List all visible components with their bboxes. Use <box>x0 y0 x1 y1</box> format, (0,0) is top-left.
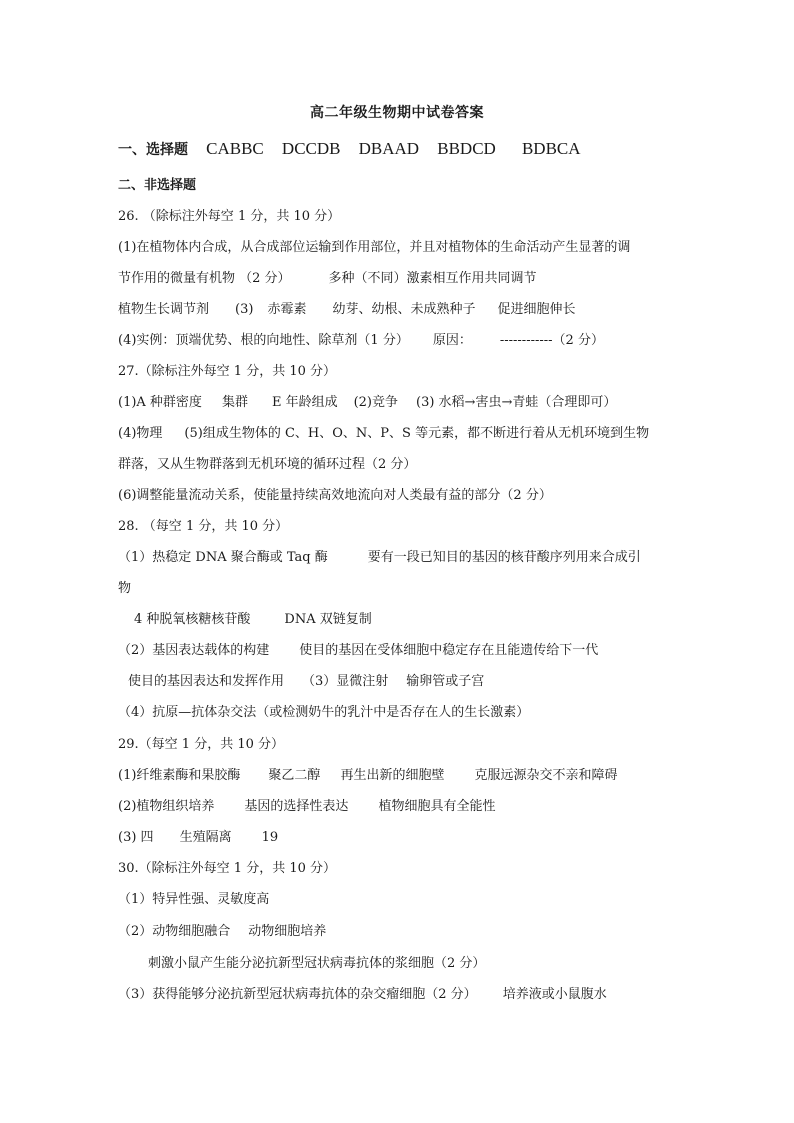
q27-answer-1c: E 年龄组成 <box>271 395 338 410</box>
q30-answer-4a: （3）获得能够分泌抗新型冠状病毒抗体的杂交瘤细胞（2 分） <box>118 987 477 1002</box>
q29-line-1 <box>118 767 617 785</box>
q29-answer-1b: 聚乙二醇 <box>268 768 321 783</box>
q30-line-3: 刺激小鼠产生能分泌抗新型冠状病毒抗体的浆细胞（2 分） <box>148 956 486 971</box>
q26-answer-3d: 幼芽、幼根、未成熟种子 <box>332 302 476 317</box>
q29-answer-2c: 植物细胞具有全能性 <box>378 799 496 814</box>
section1-label: 一、选择题 <box>118 142 188 158</box>
mc-group-2: DCCDB <box>281 139 341 158</box>
mc-group-5: BDBCA <box>521 139 581 158</box>
q30-line-1: （1）特异性强、灵敏度高 <box>118 892 270 907</box>
q28-line-1 <box>118 549 641 567</box>
q26-header: 26. （除标注外每空 1 分，共 10 分） <box>118 209 341 224</box>
q26-line-3 <box>118 301 575 319</box>
q29-answer-3c: 19 <box>261 830 279 845</box>
q29-answer-1a: (1)纤维素酶和果胶酶 <box>118 768 241 783</box>
q26-line-2 <box>118 270 537 288</box>
q26-line-4 <box>118 332 604 350</box>
mc-group-4: BBDCD <box>437 139 496 158</box>
q28-answer-1a: （1）热稳定 DNA 聚合酶或 Taq 酶 <box>118 550 328 565</box>
q27-answer-1a: (1)A 种群密度 <box>118 395 202 410</box>
q27-answer-2a: (4)物理 <box>118 426 163 441</box>
q27-line-3: 群落，又从生物群落到无机环境的循环过程（2 分） <box>118 457 417 472</box>
q27-answer-1e: (3) 水稻→害虫→青蛙（合理即可） <box>416 395 617 410</box>
q28-answer-4a: （2）基因表达载体的构建 <box>118 643 270 658</box>
q28-answer-3a: 4 种脱氧核糖核苷酸 <box>134 612 251 627</box>
q29-header: 29.（每空 1 分，共 10 分） <box>118 737 285 752</box>
q28-header: 28. （每空 1 分，共 10 分） <box>118 519 289 534</box>
q28-answer-1b: 要有一段已知目的基因的核苷酸序列用来合成引 <box>367 550 641 565</box>
q27-line-4: (6)调整能量流动关系，使能量持续高效地流向对人类最有益的部分（2 分） <box>118 488 552 503</box>
q28-line-5 <box>128 673 484 691</box>
q27-answer-2b: (5)组成生物体的 C、H、O、N、P、S 等元素，都不断进行着从无机环境到生物 <box>184 426 650 441</box>
q26-line-1: (1)在植物体内合成，从合成部位运输到作用部位，并且对植物体的生命活动产生显著的调 <box>118 240 631 255</box>
q30-line-2 <box>118 923 326 941</box>
q28-line-2: 物 <box>118 581 132 596</box>
q26-answer-3b: (3) <box>235 302 254 317</box>
q29-answer-2a: (2)植物组织培养 <box>118 799 215 814</box>
q29-line-2 <box>118 798 495 816</box>
q28-line-4 <box>118 642 598 660</box>
mc-group-3: DBAAD <box>358 139 420 158</box>
q26-answer-4c: ------------（2 分） <box>499 333 604 348</box>
mc-group-1: CABBC <box>206 139 264 158</box>
q26-answer-3e: 促进细胞伸长 <box>497 302 576 317</box>
q28-answer-5b: （3）显微注射 <box>302 674 389 689</box>
q30-answer-2b: 动物细胞培养 <box>248 924 327 939</box>
q29-answer-3b: 生殖隔离 <box>179 830 232 845</box>
q30-answer-2a: （2）动物细胞融合 <box>118 924 231 939</box>
q26-answer-2a: 节作用的微量有机物 （2 分） <box>118 271 291 286</box>
section2-label: 二、非选择题 <box>118 178 197 193</box>
q28-answer-3b: DNA 双链复制 <box>284 612 372 627</box>
q27-header: 27.（除标注外每空 1 分，共 10 分） <box>118 364 337 379</box>
q27-answer-1b: 集群 <box>221 395 248 410</box>
q26-answer-2b: 多种（不同）激素相互作用共同调节 <box>328 271 537 286</box>
q29-answer-2b: 基因的选择性表达 <box>244 799 349 814</box>
q26-answer-3a: 植物生长调节剂 <box>118 302 210 317</box>
q30-line-4 <box>118 986 607 1004</box>
q28-answer-5a: 使目的基因表达和发挥作用 <box>128 674 285 689</box>
q26-answer-3c: 赤霉素 <box>267 302 307 317</box>
q29-answer-3a: (3) 四 <box>118 830 154 845</box>
q28-line-6: （4）抗原—抗体杂交法（或检测奶牛的乳汁中是否存在人的生长激素） <box>118 705 530 720</box>
q30-header: 30.（除标注外每空 1 分，共 10 分） <box>118 861 337 876</box>
q26-answer-4a: (4)实例：顶端优势、根的向地性、除草剂（1 分） <box>118 333 409 348</box>
q26-answer-4b: 原因： <box>432 333 472 348</box>
q27-answer-1d: (2)竞争 <box>353 395 398 410</box>
q29-answer-1d: 克服远源杂交不亲和障碍 <box>474 768 618 783</box>
multiple-choice-answers <box>118 140 581 160</box>
q28-line-3 <box>134 611 372 629</box>
page-title: 高二年级生物期中试卷答案 <box>310 105 484 121</box>
q29-answer-1c: 再生出新的细胞壁 <box>340 768 445 783</box>
q28-answer-4b: 使目的基因在受体细胞中稳定存在且能遗传给下一代 <box>299 643 599 658</box>
q27-line-1 <box>118 394 616 412</box>
q28-answer-5c: 输卵管或子宫 <box>406 674 485 689</box>
q29-line-3 <box>118 829 278 847</box>
q27-line-2 <box>118 425 649 443</box>
q30-answer-4b: 培养液或小鼠腹水 <box>502 987 607 1002</box>
